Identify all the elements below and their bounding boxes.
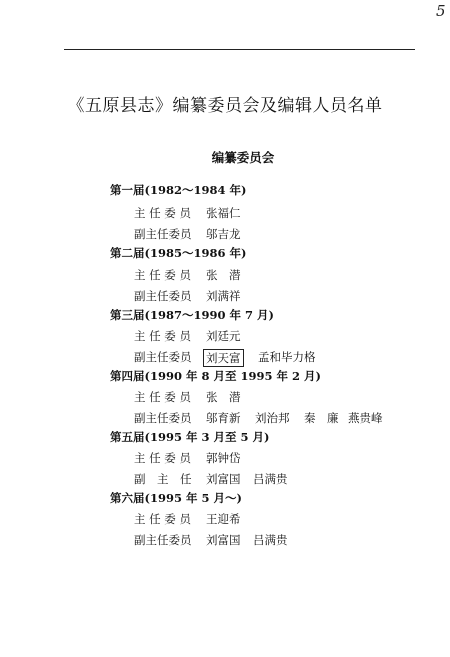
term-title: 第一届(1982～1984 年) bbox=[110, 183, 247, 197]
term-heading bbox=[0, 429, 450, 451]
role-label: 主 任 委 员 bbox=[134, 390, 191, 404]
member-name: 邬吉龙 bbox=[206, 227, 241, 241]
member-name: 刘满祥 bbox=[206, 289, 241, 303]
role-label: 主 任 委 员 bbox=[134, 206, 191, 220]
section-heading: 编纂委员会 bbox=[211, 150, 275, 165]
term-heading bbox=[0, 490, 450, 512]
role-label: 主 任 委 员 bbox=[134, 329, 191, 343]
member-name: 王迎希 bbox=[206, 512, 241, 526]
member-name: 张福仁 bbox=[206, 206, 241, 220]
member-name: 郭钟岱 bbox=[206, 451, 241, 465]
member-name: 吕满贵 bbox=[253, 533, 288, 547]
term-heading bbox=[0, 245, 450, 267]
role-label: 副主任委员 bbox=[134, 289, 192, 303]
term-title: 第五届(1995 年 3 月至 5 月) bbox=[110, 430, 270, 444]
role-row bbox=[0, 205, 450, 227]
top-rule bbox=[64, 49, 415, 50]
role-label: 副主任委员 bbox=[134, 411, 192, 425]
role-label: 副 主 任 bbox=[134, 472, 192, 486]
role-row bbox=[0, 450, 450, 472]
role-label: 主 任 委 员 bbox=[134, 268, 191, 282]
corner-mark: 5 bbox=[436, 2, 446, 20]
member-name: 张 潜 bbox=[206, 390, 241, 404]
member-name: 邬育新 bbox=[206, 411, 241, 425]
page-title: 《五原县志》编纂委员会及编辑人员名单 bbox=[67, 96, 383, 116]
term-heading bbox=[0, 182, 450, 204]
term-title: 第三届(1987～1990 年 7 月) bbox=[110, 308, 274, 322]
term-heading bbox=[0, 368, 450, 390]
member-name: 秦 廉 bbox=[304, 411, 339, 425]
role-row bbox=[0, 389, 450, 411]
term-title: 第二届(1985～1986 年) bbox=[110, 246, 247, 260]
member-name: 吕满贵 bbox=[253, 472, 288, 486]
role-row bbox=[0, 328, 450, 350]
member-name: 孟和毕力格 bbox=[258, 350, 316, 364]
term-heading bbox=[0, 307, 450, 329]
role-row bbox=[0, 532, 450, 554]
role-label: 副主任委员 bbox=[134, 533, 192, 547]
member-name: 张 潜 bbox=[206, 268, 241, 282]
role-label: 副主任委员 bbox=[134, 227, 192, 241]
member-name: 刘治邦 bbox=[255, 411, 290, 425]
term-title: 第四届(1990 年 8 月至 1995 年 2 月) bbox=[110, 369, 321, 383]
role-label: 副主任委员 bbox=[134, 350, 192, 364]
member-name: 燕贵峰 bbox=[348, 411, 383, 425]
term-title: 第六届(1995 年 5 月～) bbox=[110, 491, 242, 505]
member-name: 刘廷元 bbox=[206, 329, 241, 343]
member-name: 刘富国 bbox=[206, 472, 241, 486]
member-name: 刘富国 bbox=[206, 533, 241, 547]
role-row bbox=[0, 267, 450, 289]
role-label: 主 任 委 员 bbox=[134, 512, 191, 526]
member-name-boxed: 刘天富 bbox=[203, 349, 244, 367]
role-label: 主 任 委 员 bbox=[134, 451, 191, 465]
role-row bbox=[0, 511, 450, 533]
